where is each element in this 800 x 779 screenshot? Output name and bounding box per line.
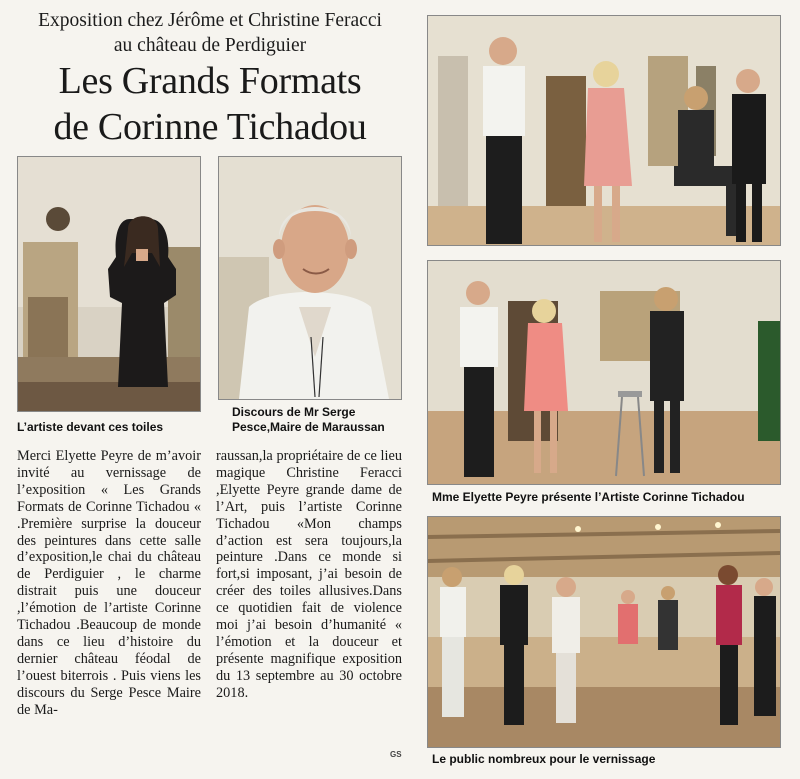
byline: GS [390, 750, 402, 759]
photo-presentation [427, 260, 781, 485]
body-column-2: raussan,la propriétaire de ce lieu magique Christine Feracci ,Elyette Peyre grande dame de l’Art, puis l’artiste Corinne Tichadou «Mon champs d’action est sera toujours,la peinture .Dans ce monde si fort,si imposant, j’ai besoin de créer des toiles allusives.Dans ce quotidien fait de violence moi j’ai besoin d’humanité « l’émotion et la douceur et présente magnifique exposition du 13 septembre au 30 octobre 2018. [216, 448, 402, 701]
caption-public: Le public nombreux pour le vernissage [432, 752, 656, 766]
kicker-line-1: Exposition chez Jérôme et Christine Feracci [38, 10, 382, 31]
photo-artist [17, 156, 201, 412]
caption-speech [232, 405, 422, 435]
caption-presents: Mme Elyette Peyre présente l’Artiste Corinne Tichadou [432, 490, 745, 504]
caption-speech-line-1: Discours de Mr Serge [232, 405, 356, 419]
public-illustration [428, 517, 780, 747]
article-kicker [0, 8, 420, 58]
photo-mayor [218, 156, 402, 400]
group-top-illustration [428, 16, 780, 245]
article-headline [0, 58, 420, 150]
caption-artist: L’artiste devant ces toiles [17, 420, 164, 434]
photo-public [427, 516, 781, 748]
body-column-1: Merci Elyette Peyre de m’avoir invité au vernissage de l’exposition « Les Grands Formats de Corinne Tichadou « .Première surprise la douceur des peintures dans cette salle d’exposition,le chai du château de Perdiguier , le charme distrait puis une douceur ,l’émotion de l’artiste Corinne Tichadou .Beaucoup de monde dans ce lieu d’histoire du dernier château féodal de l’ouest biterrois . Puis viens les discours du Serge Pesce Maire de Ma- [17, 448, 201, 718]
photo-group-top [427, 15, 781, 246]
mayor-illustration [219, 157, 401, 399]
artist-illustration [18, 157, 200, 411]
caption-speech-line-2: Pesce,Maire de Maraussan [232, 420, 385, 434]
kicker-line-2: au château de Perdiguier [113, 35, 307, 56]
headline-line-2: de Corinne Tichadou [53, 106, 367, 148]
presentation-illustration [428, 261, 780, 484]
headline-line-1: Les Grands Formats [58, 60, 362, 102]
